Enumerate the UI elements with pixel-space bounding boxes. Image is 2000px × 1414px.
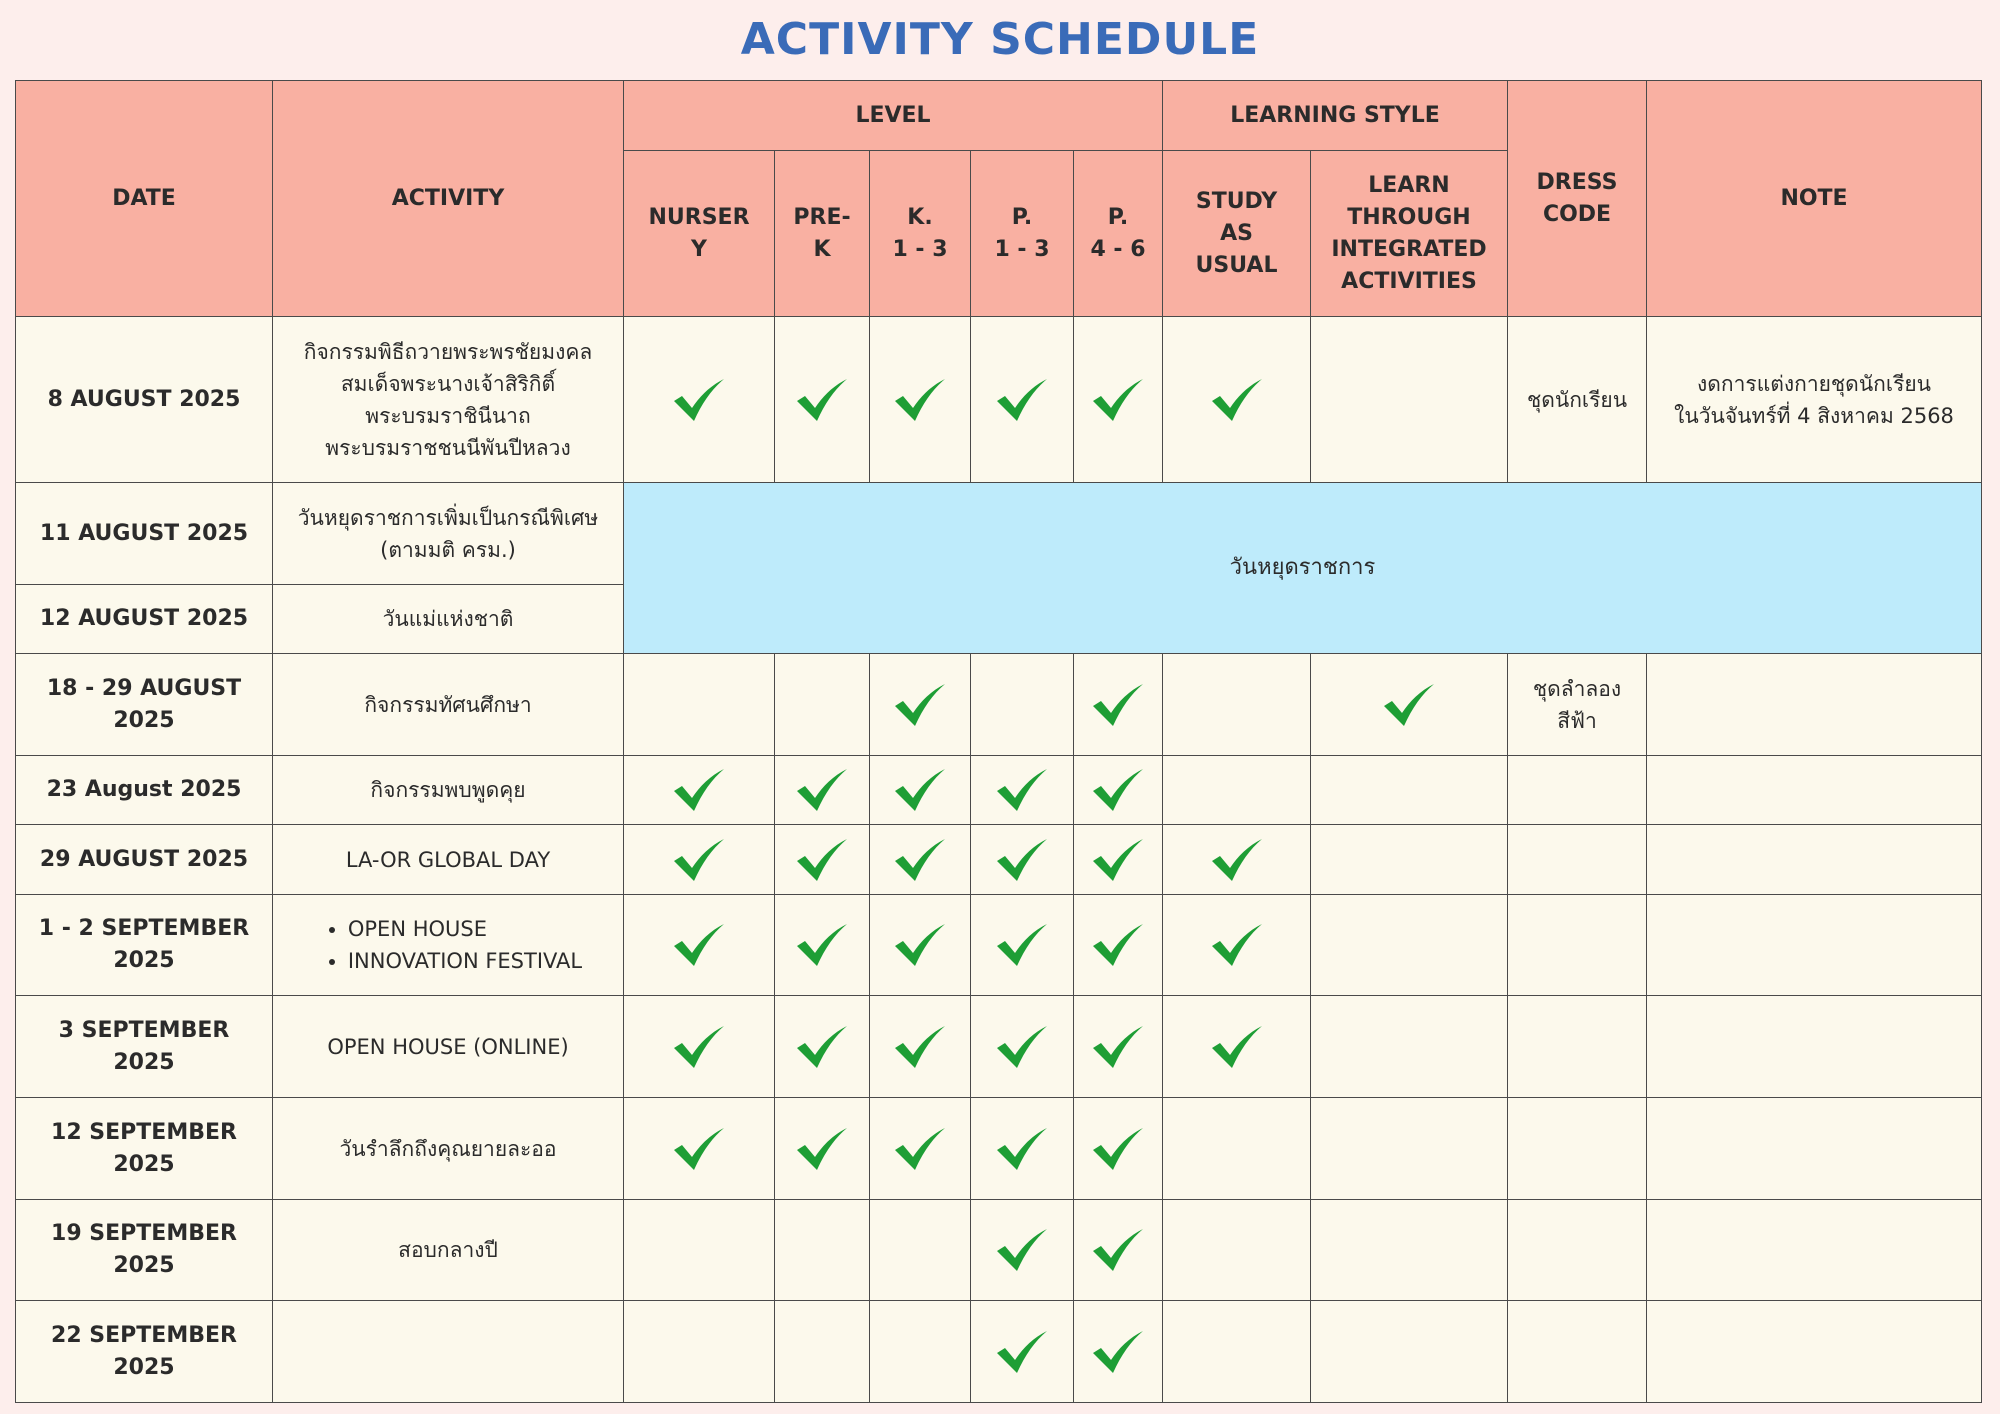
checkmark-icon (1210, 837, 1264, 883)
checkmark-icon (672, 767, 726, 813)
check-cell (1074, 825, 1163, 895)
checkmark-icon (672, 1024, 726, 1070)
checkmark-icon (1091, 922, 1145, 968)
checkmark-icon (893, 767, 947, 813)
row-dress-code (1508, 756, 1647, 825)
check-cell (1074, 996, 1163, 1098)
header-nursery: NURSER Y (624, 151, 775, 317)
check-cell (1311, 895, 1508, 996)
check-cell (971, 317, 1074, 483)
check-cell (870, 317, 971, 483)
header-note: NOTE (1647, 81, 1982, 317)
checkmark-icon (995, 1329, 1049, 1375)
checkmark-icon (1091, 1329, 1145, 1375)
checkmark-icon (795, 767, 849, 813)
checkmark-icon (1091, 1126, 1145, 1172)
row-activity: วันแม่แห่งชาติ (273, 585, 624, 654)
row-date: 22 SEPTEMBER 2025 (16, 1301, 273, 1403)
check-cell (1163, 825, 1311, 895)
check-cell (624, 996, 775, 1098)
checkmark-icon (1091, 837, 1145, 883)
check-cell (870, 654, 971, 756)
check-cell (775, 1301, 870, 1403)
checkmark-icon (1091, 682, 1145, 728)
table-row (16, 996, 1982, 1098)
check-cell (624, 1098, 775, 1200)
checkmark-icon (995, 377, 1049, 423)
check-cell (775, 1098, 870, 1200)
checkmark-icon (893, 1024, 947, 1070)
check-cell (1311, 825, 1508, 895)
activity-list (314, 913, 582, 977)
check-cell (1074, 317, 1163, 483)
header-level: LEVEL (624, 81, 1163, 151)
checkmark-icon (995, 1227, 1049, 1273)
row-activity: วันรำลึกถึงคุณยายละออ (273, 1098, 624, 1200)
table-row (16, 756, 1982, 825)
checkmark-icon (893, 1126, 947, 1172)
row-dress-code (1508, 1098, 1647, 1200)
list-item: • OPEN HOUSE (348, 913, 582, 945)
row-date: 12 AUGUST 2025 (16, 585, 273, 654)
row-dress-code (1508, 1200, 1647, 1301)
check-cell (1074, 1098, 1163, 1200)
activity-schedule-table (15, 80, 1982, 1403)
checkmark-icon (1091, 1024, 1145, 1070)
check-cell (624, 1200, 775, 1301)
check-cell (624, 895, 775, 996)
header-dress-code: DRESS CODE (1508, 81, 1647, 317)
checkmark-icon (795, 837, 849, 883)
table-row (16, 895, 1982, 996)
row-dress-code (1508, 825, 1647, 895)
check-cell (1163, 756, 1311, 825)
check-cell (775, 1200, 870, 1301)
checkmark-icon (672, 837, 726, 883)
checkmark-icon (995, 767, 1049, 813)
row-date: 23 August 2025 (16, 756, 273, 825)
check-cell (971, 1098, 1074, 1200)
row-activity: สอบกลางปี (273, 1200, 624, 1301)
check-cell (1163, 996, 1311, 1098)
checkmark-icon (795, 1024, 849, 1070)
check-cell (775, 317, 870, 483)
row-dress-code: ชุดลำลอง สีฟ้า (1508, 654, 1647, 756)
checkmark-icon (795, 377, 849, 423)
row-note: งดการแต่งกายชุดนักเรียน ในวันจันทร์ที่ 4 สิงหาคม 2568 (1647, 317, 1982, 483)
check-cell (1163, 654, 1311, 756)
row-activity: กิจกรรมทัศนศึกษา (273, 654, 624, 756)
row-note (1647, 1098, 1982, 1200)
check-cell (775, 825, 870, 895)
header-integrated-activities: LEARN THROUGH INTEGRATED ACTIVITIES (1311, 151, 1508, 317)
checkmark-icon (1210, 922, 1264, 968)
check-cell (624, 654, 775, 756)
row-activity: กิจกรรมพบพูดคุย (273, 756, 624, 825)
row-activity (273, 1301, 624, 1403)
check-cell (624, 1301, 775, 1403)
checkmark-icon (893, 922, 947, 968)
check-cell (1074, 895, 1163, 996)
check-cell (971, 1200, 1074, 1301)
row-note (1647, 654, 1982, 756)
table-row (16, 1098, 1982, 1200)
row-note (1647, 895, 1982, 996)
row-activity: OPEN HOUSE (ONLINE) (273, 996, 624, 1098)
row-note (1647, 996, 1982, 1098)
check-cell (971, 1301, 1074, 1403)
check-cell (1311, 1200, 1508, 1301)
row-activity: LA-OR GLOBAL DAY (273, 825, 624, 895)
check-cell (870, 996, 971, 1098)
checkmark-icon (795, 1126, 849, 1172)
checkmark-icon (995, 837, 1049, 883)
check-cell (1311, 1098, 1508, 1200)
row-note (1647, 756, 1982, 825)
row-dress-code (1508, 895, 1647, 996)
check-cell (1163, 317, 1311, 483)
check-cell (870, 895, 971, 996)
checkmark-icon (1091, 377, 1145, 423)
check-cell (1311, 1301, 1508, 1403)
checkmark-icon (1210, 1024, 1264, 1070)
check-cell (1311, 317, 1508, 483)
check-cell (870, 825, 971, 895)
row-date: 3 SEPTEMBER 2025 (16, 996, 273, 1098)
holiday-banner: วันหยุดราชการ (624, 483, 1982, 654)
checkmark-icon (893, 682, 947, 728)
check-cell (1311, 996, 1508, 1098)
check-cell (775, 756, 870, 825)
check-cell (1074, 756, 1163, 825)
checkmark-icon (672, 377, 726, 423)
row-note (1647, 1200, 1982, 1301)
row-dress-code (1508, 996, 1647, 1098)
checkmark-icon (995, 922, 1049, 968)
checkmark-icon (672, 1126, 726, 1172)
check-cell (1074, 1200, 1163, 1301)
row-date: 8 AUGUST 2025 (16, 317, 273, 483)
header-p13: P. 1 - 3 (971, 151, 1074, 317)
check-cell (870, 756, 971, 825)
checkmark-icon (893, 377, 947, 423)
row-date: 1 - 2 SEPTEMBER 2025 (16, 895, 273, 996)
checkmark-icon (672, 922, 726, 968)
row-date: 11 AUGUST 2025 (16, 483, 273, 585)
check-cell (1311, 654, 1508, 756)
header-k13: K. 1 - 3 (870, 151, 971, 317)
row-dress-code (1508, 1301, 1647, 1403)
check-cell (1311, 756, 1508, 825)
check-cell (971, 825, 1074, 895)
table-row (16, 654, 1982, 756)
check-cell (1163, 895, 1311, 996)
checkmark-icon (1091, 767, 1145, 813)
header-p46: P. 4 - 6 (1074, 151, 1163, 317)
check-cell (971, 756, 1074, 825)
row-date: 18 - 29 AUGUST 2025 (16, 654, 273, 756)
checkmark-icon (1382, 682, 1436, 728)
check-cell (870, 1200, 971, 1301)
checkmark-icon (1091, 1227, 1145, 1273)
check-cell (1163, 1301, 1311, 1403)
table-row (16, 317, 1982, 483)
row-note (1647, 825, 1982, 895)
table-row (16, 1301, 1982, 1403)
check-cell (624, 756, 775, 825)
checkmark-icon (995, 1024, 1049, 1070)
check-cell (1163, 1200, 1311, 1301)
checkmark-icon (1210, 377, 1264, 423)
check-cell (1074, 654, 1163, 756)
row-date: 29 AUGUST 2025 (16, 825, 273, 895)
check-cell (870, 1098, 971, 1200)
row-date: 19 SEPTEMBER 2025 (16, 1200, 273, 1301)
check-cell (775, 654, 870, 756)
checkmark-icon (893, 837, 947, 883)
table-row (16, 1200, 1982, 1301)
check-cell (624, 825, 775, 895)
list-item: • INNOVATION FESTIVAL (348, 945, 582, 977)
check-cell (1074, 1301, 1163, 1403)
row-note (1647, 1301, 1982, 1403)
checkmark-icon (995, 1126, 1049, 1172)
header-study-as-usual: STUDY AS USUAL (1163, 151, 1311, 317)
check-cell (775, 996, 870, 1098)
table-row (16, 483, 1982, 585)
page-title: ACTIVITY SCHEDULE (740, 14, 1260, 65)
check-cell (971, 996, 1074, 1098)
header-activity: ACTIVITY (273, 81, 624, 317)
check-cell (971, 895, 1074, 996)
header-learning-style: LEARNING STYLE (1163, 81, 1508, 151)
row-activity: วันหยุดราชการเพิ่มเป็นกรณีพิเศษ (ตามมติ ครม.) (273, 483, 624, 585)
check-cell (775, 895, 870, 996)
row-activity (273, 895, 624, 996)
row-activity: กิจกรรมพิธีถวายพระพรชัยมงคล สมเด็จพระนางเจ้าสิริกิติ์ พระบรมราชินีนาถ พระบรมราชชนนีพันปีหลวง (273, 317, 624, 483)
header-prek: PRE- K (775, 151, 870, 317)
check-cell (870, 1301, 971, 1403)
row-date: 12 SEPTEMBER 2025 (16, 1098, 273, 1200)
row-dress-code: ชุดนักเรียน (1508, 317, 1647, 483)
table-row (16, 825, 1982, 895)
check-cell (624, 317, 775, 483)
check-cell (971, 654, 1074, 756)
check-cell (1163, 1098, 1311, 1200)
checkmark-icon (795, 922, 849, 968)
header-date: DATE (16, 81, 273, 317)
